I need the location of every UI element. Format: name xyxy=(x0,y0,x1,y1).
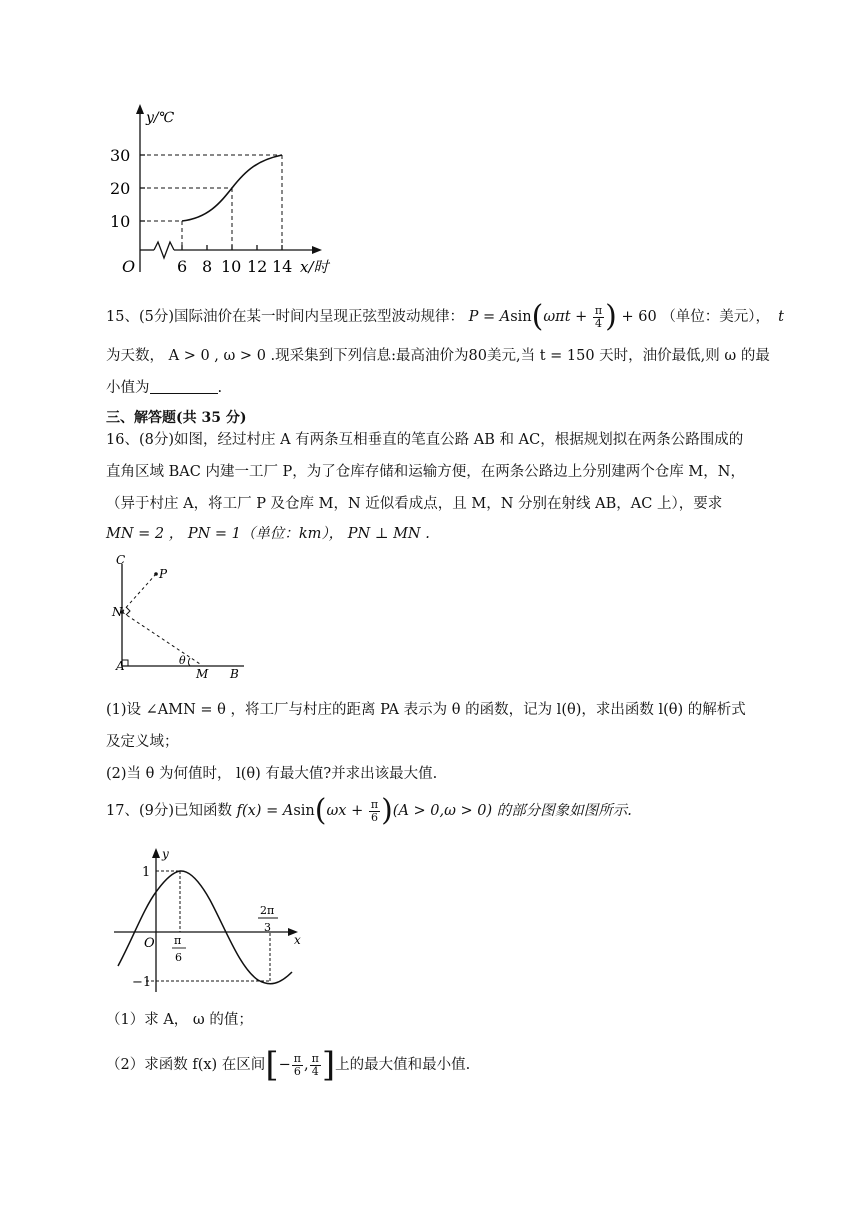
q16-line2: 直角区域 BAC 内建一工厂 P，为了仓库存储和运输方便，在两条公路边上分别建两个仓库 M，N， xyxy=(106,464,745,480)
y-tick-30: 30 xyxy=(110,146,131,165)
q17-y-label: y xyxy=(162,847,169,861)
q17-sub2: （2）求函数 f(x) 在区间[− $\frac{\pi}{6}$ , $\frac{\pi}{4}$ ]上的最大值和最小值. xyxy=(106,1045,471,1085)
y-axis-label: y/℃ xyxy=(146,110,175,126)
q15-formula-inner: ωπt + xyxy=(543,309,588,325)
label-M: M xyxy=(196,667,209,681)
q17-y-1: 1 xyxy=(142,865,151,880)
q17-condition: (A > 0,ω > 0) 的部分图象如图所示. xyxy=(392,803,632,819)
q16-line1: 16、(8分)如图，经过村庄 A 有两条互相垂直的笔直公路 AB 和 AC，根据规划拟在两条公路围成的 xyxy=(106,432,744,448)
q16-figure xyxy=(110,552,260,682)
q15-formula-plus60: + 60 xyxy=(621,309,657,325)
label-N: N xyxy=(112,605,123,619)
q17-x-label: x xyxy=(294,933,301,947)
y-tick-10: 10 xyxy=(110,212,131,231)
label-theta: θ xyxy=(179,654,186,667)
q15-answer-blank xyxy=(150,379,218,394)
q17-sub1: （1）求 A， ω 的值； xyxy=(106,1012,253,1028)
label-C: C xyxy=(116,553,126,567)
label-A: A xyxy=(116,659,125,673)
x-tick-8: 8 xyxy=(202,257,213,276)
q17-interval-right: $\frac{\pi}{4}$ xyxy=(311,1051,319,1078)
q17-origin: O xyxy=(144,936,155,951)
q15-t: t xyxy=(778,309,784,325)
x-tick-10: 10 xyxy=(221,257,242,276)
q17-x-three: 3 xyxy=(264,921,271,934)
x-tick-14: 14 xyxy=(272,257,293,276)
q17-fraction: $\frac{\pi}{6}$ xyxy=(370,797,379,824)
q17-y-minus1: −1 xyxy=(132,975,152,990)
q15-line1: 15、(5分)国际油价在某一时间内呈现正弦型波动规律： P = Asin(ωπt + $\frac{\pi}{4}$ ) + 60 （单位：美元）， t xyxy=(106,299,784,334)
q16-sub1-line2: 及定义域； xyxy=(106,734,179,750)
q17-interval-left: $\frac{\pi}{6}$ xyxy=(293,1051,301,1078)
q17-line1: 17、(9分)已知函数 f(x) = Asin(ωx + $\frac{\pi}{6}$ )(A > 0,ω > 0) 的部分图象如图所示. xyxy=(106,793,632,828)
q17-x-six: 6 xyxy=(175,951,182,964)
q16-line3: （异于村庄 A，将工厂 P 及仓库 M，N 近似看成点，且 M，N 分别在射线 AB，AC 上），要求 xyxy=(106,496,723,512)
x-tick-6: 6 xyxy=(177,257,188,276)
q15-fraction: $\frac{\pi}{4}$ xyxy=(594,303,603,330)
label-P: P xyxy=(159,567,168,581)
q16-sub1-line1: (1)设 ∠AMN = θ ，将工厂与村庄的距离 PA 表示为 θ 的函数，记为 l(θ)，求出函数 l(θ) 的解析式 xyxy=(106,702,746,718)
q15-line3: 小值为 . xyxy=(106,380,223,396)
x-axis-label: x/时 xyxy=(300,258,329,276)
q16-line4: MN = 2 ， PN = 1（单位：km）， PN ⊥ MN . xyxy=(106,526,430,542)
temperature-graph xyxy=(108,100,348,280)
q16-sub2: (2)当 θ 为何值时， l(θ) 有最大值?并求出该最大值. xyxy=(106,766,438,782)
section-3-heading: 三、解答题(共 35 分) xyxy=(106,410,247,426)
y-tick-20: 20 xyxy=(110,179,131,198)
q15-intro: 15、(5分)国际油价在某一时间内呈现正弦型波动规律： xyxy=(106,309,464,325)
q15-line2: 为天数， A > 0 , ω > 0 .现采集到下列信息:最高油价为80美元,当 t = 150 天时，油价最低,则 ω 的最 xyxy=(106,348,770,364)
origin-label: O xyxy=(122,257,136,276)
q17-sine-graph xyxy=(110,844,310,996)
q15-formula-p: P = A xyxy=(468,309,511,325)
q15-formula-sin: sin xyxy=(510,309,532,325)
x-tick-12: 12 xyxy=(247,257,268,276)
q17-x-pi: π xyxy=(174,934,182,947)
q17-fx: f(x) = A xyxy=(236,803,294,819)
q15-unit: （单位：美元）， xyxy=(661,309,771,325)
q17-x-2pi: 2π xyxy=(260,904,275,917)
label-B: B xyxy=(230,667,239,681)
